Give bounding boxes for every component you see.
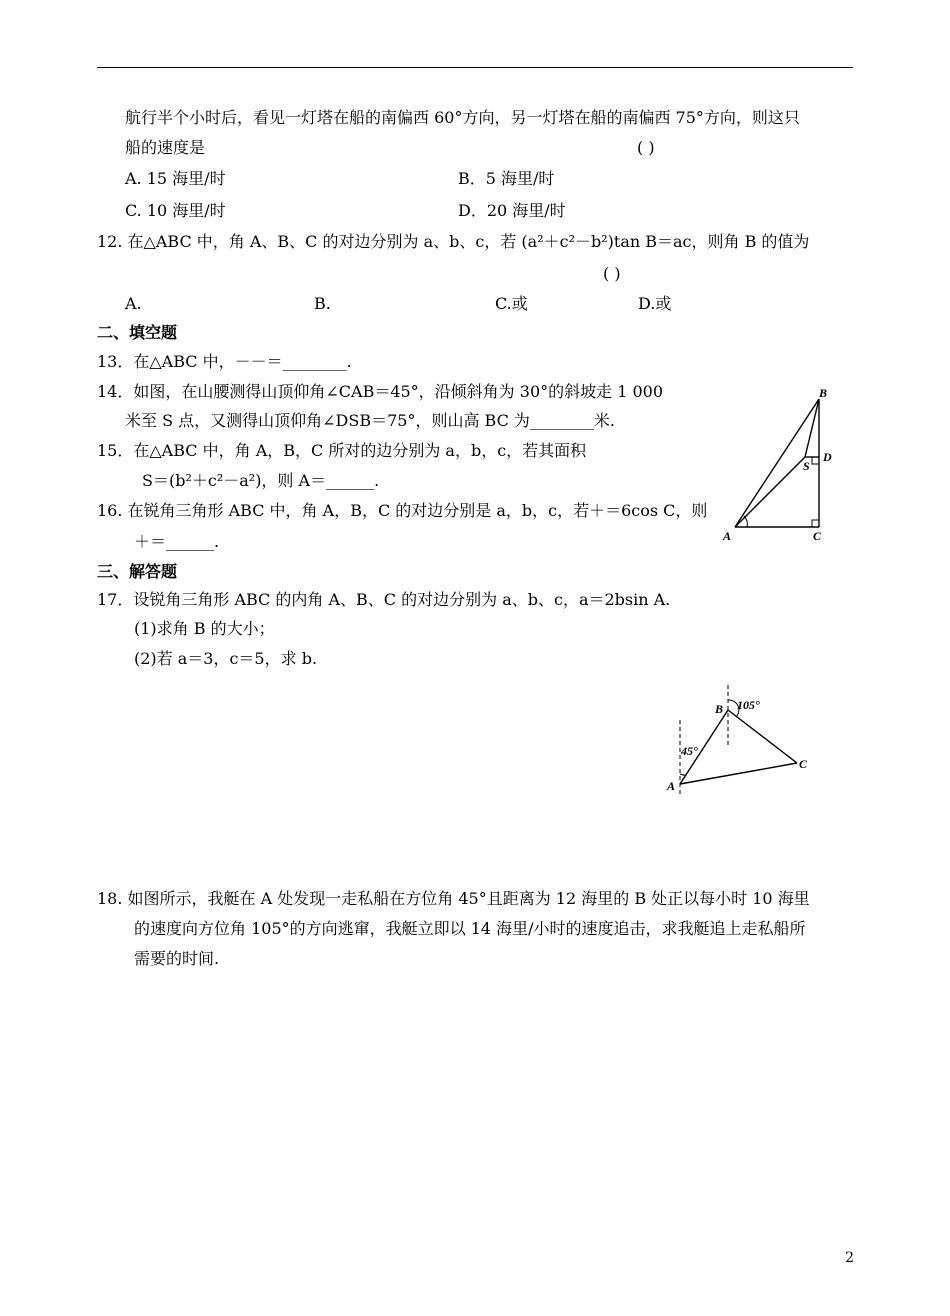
fig2-angle-45: 45° xyxy=(681,744,698,758)
q18-line2: 的速度向方位角 105°的方向逃窜，我艇立即以 14 海里/小时的速度追击，求我艇追上走私船所 xyxy=(134,919,806,938)
q11-line2: 船的速度是 xyxy=(125,138,206,157)
mountain-figure xyxy=(715,380,845,545)
fig2-label-b: B xyxy=(715,702,724,716)
q12-paren: ( ) xyxy=(603,264,621,283)
q12-option-b: B. xyxy=(314,294,331,313)
q13-text: 13．在△ABC 中，－－＝________. xyxy=(97,352,352,371)
q15-line2: S＝(b²＋c²－a²)，则 A＝______. xyxy=(142,471,380,490)
q11-option-a: A. 15 海里/时 xyxy=(125,169,226,188)
fig1-label-d: D xyxy=(823,450,832,464)
q14-line2: 米至 S 点，又测得山顶仰角∠DSB＝75°，则山高 BC 为________米. xyxy=(125,411,616,430)
fig2-label-c: C xyxy=(799,757,808,771)
page-number: 2 xyxy=(845,1250,854,1266)
section-fill-in-title: 二、填空题 xyxy=(97,323,178,342)
q11-option-d: D．20 海里/时 xyxy=(458,201,566,220)
q12-option-d: D.或 xyxy=(638,294,672,313)
q14-line1: 14．如图，在山腰测得山顶仰角∠CAB＝45°，沿倾斜角为 30°的斜坡走 1 000 xyxy=(97,382,664,401)
q11-option-b: B．5 海里/时 xyxy=(458,169,555,188)
fig1-label-s: S xyxy=(803,459,810,473)
fig1-label-c: C xyxy=(813,529,822,543)
fig2-label-a: A xyxy=(667,779,676,793)
q17-part1: (1)求角 B 的大小； xyxy=(134,619,275,638)
q18-line3: 需要的时间. xyxy=(134,949,220,968)
fig1-label-a: A xyxy=(723,529,732,543)
fig1-label-b: B xyxy=(819,386,828,400)
q17-part2: (2)若 a＝3，c＝5，求 b. xyxy=(134,649,318,668)
section-answer-title: 三、解答题 xyxy=(97,562,178,581)
q11-option-c: C. 10 海里/时 xyxy=(125,201,226,220)
q16-line1: 16. 在锐角三角形 ABC 中，角 A，B，C 的对边分别是 a，b，c，若＋＝6cos C，则 xyxy=(97,501,708,520)
fig2-angle-105: 105° xyxy=(737,698,760,712)
navigation-figure xyxy=(660,680,820,805)
q12-option-a: A. xyxy=(125,294,142,313)
q12-option-c: C.或 xyxy=(495,294,528,313)
q15-line1: 15．在△ABC 中，角 A，B，C 所对的边分别为 a，b，c，若其面积 xyxy=(97,441,587,460)
q18-line1: 18. 如图所示，我艇在 A 处发现一走私船在方位角 45°且距离为 12 海里的 B 处正以每小时 10 海里 xyxy=(97,889,810,908)
header-rule xyxy=(97,67,853,68)
q16-line2: ＋＝______. xyxy=(134,532,220,551)
q11-line1: 航行半个小时后，看见一灯塔在船的南偏西 60°方向，另一灯塔在船的南偏西 75°方向，则这只 xyxy=(125,108,800,127)
q12-line1: 12. 在△ABC 中，角 A、B、C 的对边分别为 a、b、c，若 (a²＋c²－b²)tan B＝ac，则角 B 的值为 xyxy=(97,232,810,251)
q11-paren: ( ) xyxy=(637,138,655,157)
q17-line1: 17．设锐角三角形 ABC 的内角 A、B、C 的对边分别为 a、b、c，a＝2bsin A. xyxy=(97,590,671,609)
